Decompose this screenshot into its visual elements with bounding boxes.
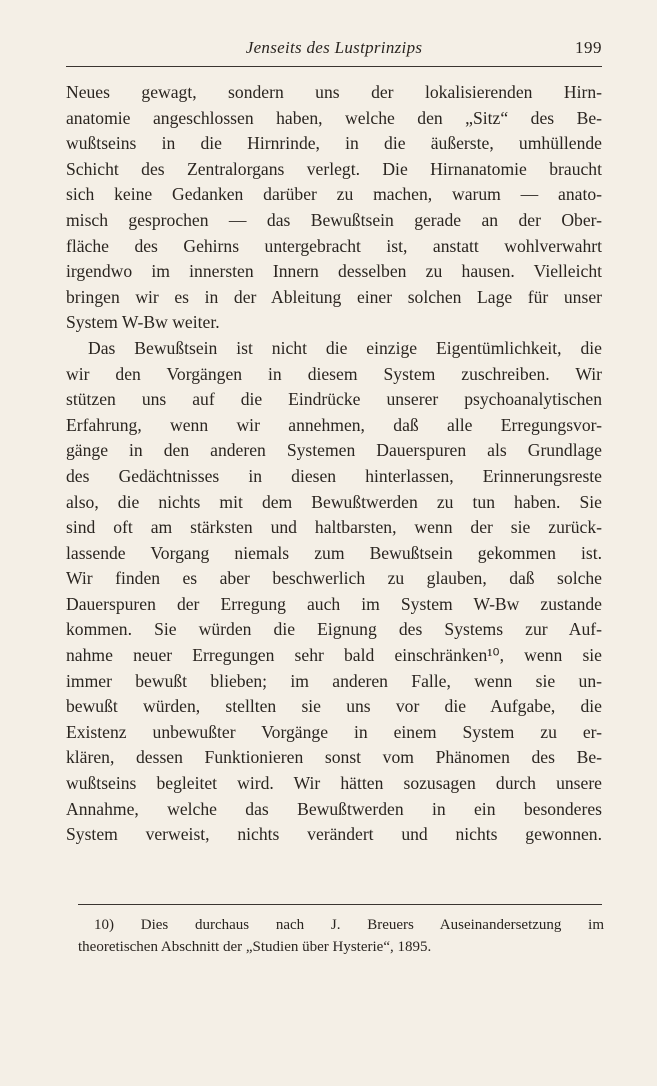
body-line: stützen uns auf die Eindrücke unserer psychoanalytischen [66,389,602,410]
body-line: Existenz unbewußter Vorgänge in einem System zu er- [66,721,602,742]
footnote-line: theoretischen Abschnitt der „Studien über Hysterie“, 1895. [78,939,432,955]
footnote [78,914,604,958]
body-line: irgendwo im innersten Innern desselben zu hausen. Vielleicht [66,261,602,282]
body-line: Das Bewußtsein ist nicht die einzige Eigentümlichkeit, die [88,337,602,358]
body-line: System W-Bw weiter. [66,312,220,333]
body-line: also, die nichts mit dem Bewußtwerden zu tun haben. Sie [66,491,602,512]
body-line: wir den Vorgängen in diesem System zuschreiben. Wir [66,363,602,384]
running-head [66,38,602,64]
header-rule [66,66,602,67]
body-line: Dauerspuren der Erregung auch im System W-Bw zustande [66,593,602,614]
body-line: gänge in den anderen Systemen Dauerspuren als Grundlage [66,440,602,461]
body-line: nahme neuer Erregungen sehr bald einschränken¹⁰, wenn sie [66,645,602,666]
body-line: Erfahrung, wenn wir annehmen, daß alle Erregungsvor- [66,414,602,435]
body-line: Annahme, welche das Bewußtwerden in ein besonderes [66,798,602,819]
body-line: des Gedächtnisses in diesen hinterlassen, Erinnerungsreste [66,465,602,486]
body-line: Wir finden es aber beschwerlich zu glauben, daß solche [66,568,602,589]
running-title: Jenseits des Lustprinzips [245,38,423,57]
body-line: sich keine Gedanken darüber zu machen, warum — anato- [66,184,602,205]
body-line: System verweist, nichts verändert und nichts gewonnen. [66,824,602,845]
body-line: wußtseins in die Hirnrinde, in die äußerste, umhüllende [66,133,602,154]
body-line: sind oft am stärksten und haltbarsten, wenn der sie zurück- [66,517,602,538]
body-line: immer bewußt blieben; im anderen Falle, wenn sie un- [66,670,602,691]
body-line: lassende Vorgang niemals zum Bewußtsein gekommen ist. [66,542,602,563]
footnote-rule [78,904,602,905]
body-line: kommen. Sie würden die Eignung des Systems zur Auf- [66,619,602,640]
body-line: wußtseins begleitet wird. Wir hätten sozusagen durch unsere [66,773,602,794]
body-line: bewußt würden, stellten sie uns vor die Aufgabe, die [66,696,602,717]
body-text [66,80,602,848]
page-number: 199 [575,38,602,57]
body-line: klären, dessen Funktionieren sonst vom Phänomen des Be- [66,747,602,768]
body-line: Schicht des Zentralorgans verlegt. Die Hirnanatomie braucht [66,158,602,179]
body-line: bringen wir es in der Ableitung einer solchen Lage für unser [66,286,602,307]
body-line: misch gesprochen — das Bewußtsein gerade an der Ober- [66,209,602,230]
body-line: anatomie angeschlossen haben, welche den „Sitz“ des Be- [66,107,602,128]
footnote-line: 10) Dies durchaus nach J. Breuers Auseinandersetzung im [94,917,604,933]
body-line: fläche des Gehirns untergebracht ist, anstatt wohlverwahrt [66,235,602,256]
body-line: Neues gewagt, sondern uns der lokalisierenden Hirn- [66,82,602,102]
